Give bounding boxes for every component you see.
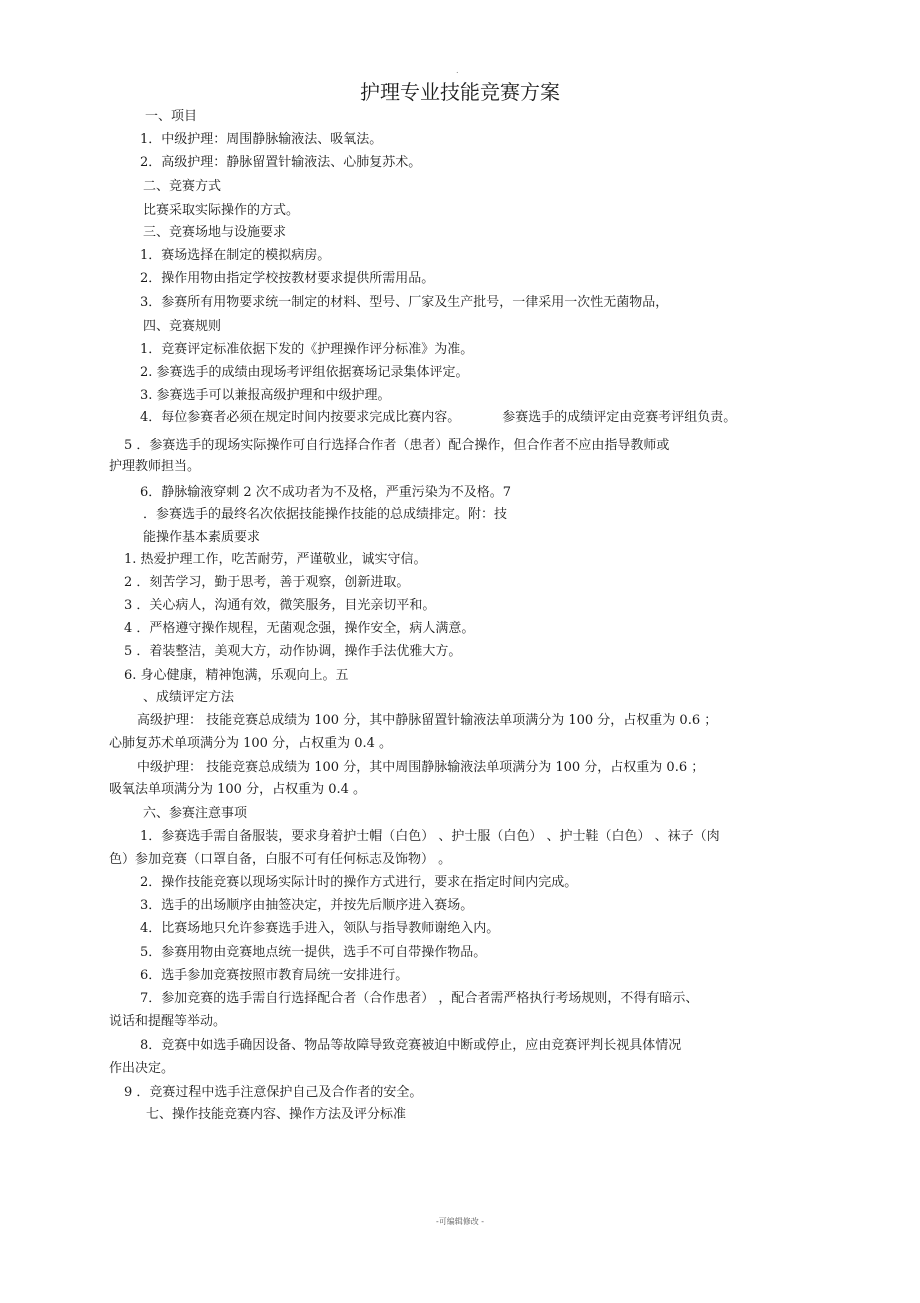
- list-item: 6．静脉输液穿刺 2 次不成功者为不及格，严重污染为不及格。7: [140, 485, 512, 500]
- list-item: 1．赛场选择在制定的模拟病房。: [140, 248, 331, 263]
- list-item: 2．高级护理：静脉留置针输液法、心肺复苏术。: [140, 155, 422, 170]
- list-item: [140, 409, 736, 427]
- paragraph: 高级护理： 技能竞赛总成绩为 100 分，其中静脉留置针输液法单项满分为 100 分，占权重为 0.6 ；: [137, 713, 718, 728]
- list-item: 8．竞赛中如选手确因设备、物品等故障导致竞赛被迫中断或停止，应由竞赛评判长视具体情况: [140, 1038, 682, 1053]
- paragraph: 比赛采取实际操作的方式。: [143, 203, 300, 218]
- list-item: 3 ．关心病人，沟通有效，微笑服务，目光亲切平和。: [124, 598, 436, 613]
- list-item-continuation: 说话和提醒等举动。: [109, 1014, 227, 1029]
- list-item: ．参赛选手的最终名次依据技能操作技能的总成绩排定。附：技: [143, 507, 508, 522]
- list-item: 5 ．参赛选手的现场实际操作可自行选择合作者（患者）配合操作，但合作者不应由指导教师或: [124, 438, 670, 453]
- list-item: 3．参赛所有用物要求统一制定的材料、型号、厂家及生产批号，一律采用一次性无菌物品，: [140, 295, 669, 310]
- list-item: 6. 身心健康，精神饱满，乐观向上。五: [124, 668, 349, 683]
- list-item: 7．参加竞赛的选手需自行选择配合者（合作患者） ，配合者需严格执行考场规则，不得有暗示、: [140, 991, 699, 1006]
- list-item: 2. 参赛选手的成绩由现场考评组依据赛场记录集体评定。: [140, 365, 469, 380]
- section-heading-venue: 三、竞赛场地与设施要求: [143, 225, 287, 240]
- section-heading-items: 一、项目: [145, 109, 198, 124]
- list-item-continuation: 作出决定。: [109, 1061, 175, 1076]
- list-item: 5 ．着装整洁，美观大方，动作协调，操作手法优雅大方。: [124, 644, 462, 659]
- top-mark: .: [456, 66, 459, 75]
- list-item: 1. 热爱护理工作，吃苦耐劳，严谨敬业，诚实守信。: [124, 552, 427, 567]
- list-item: 4．比赛场地只允许参赛选手进入，领队与指导教师谢绝入内。: [140, 921, 500, 936]
- appendix-heading: 能操作基本素质要求: [143, 530, 261, 545]
- list-item: 2 ．刻苦学习，勤于思考，善于观察，创新进取。: [124, 575, 410, 590]
- list-item: 5．参赛用物由竞赛地点统一提供，选手不可自带操作物品。: [140, 945, 487, 960]
- list-item: 6．选手参加竞赛按照市教育局统一安排进行。: [140, 968, 409, 983]
- paragraph-continuation: 心肺复苏术单项满分为 100 分，占权重为 0.4 。: [109, 736, 393, 751]
- list-item: 2．操作技能竞赛以现场实际计时的操作方式进行，要求在指定时间内完成。: [140, 875, 578, 890]
- list-item: 4 ．严格遵守操作规程，无菌观念强，操作安全，病人满意。: [124, 621, 475, 636]
- section-heading-rules: 四、竞赛规则: [143, 319, 222, 334]
- list-item: 1．竞赛评定标准依据下发的《护理操作评分标准》为准。: [140, 342, 474, 357]
- section-heading-method: 二、竞赛方式: [143, 179, 222, 194]
- list-item: 3．选手的出场顺序由抽签决定，并按先后顺序进入赛场。: [140, 898, 474, 913]
- section-heading-notes: 六、参赛注意事项: [143, 806, 248, 821]
- paragraph: 中级护理： 技能竞赛总成绩为 100 分，其中周围静脉输液法单项满分为 100 分，占权重为 0.6 ；: [137, 760, 705, 775]
- list-item: 9 ．竞赛过程中选手注意保护自己及合作者的安全。: [124, 1085, 423, 1100]
- list-item-part: 4．每位参赛者必须在规定时间内按要求完成比赛内容。: [140, 410, 461, 425]
- paragraph-continuation: 吸氧法单项满分为 100 分，占权重为 0.4 。: [109, 782, 367, 797]
- list-item-part: 参赛选手的成绩评定由竞赛考评组负责。: [502, 410, 737, 425]
- list-item: 1．参赛选手需自备服装，要求身着护士帽（白色） 、护士服（白色） 、护士鞋（白色） 、袜子（肉: [140, 829, 720, 844]
- list-item: 2．操作用物由指定学校按教材要求提供所需用品。: [140, 271, 435, 286]
- document-title: 护理专业技能竞赛方案: [360, 80, 560, 104]
- page-footer: -可编辑修改 -: [436, 1217, 484, 1226]
- list-item-continuation: 色）参加竞赛（口罩自备，白服不可有任何标志及饰物） 。: [109, 852, 452, 867]
- list-item: 1．中级护理：周围静脉输液法、吸氧法。: [140, 132, 383, 147]
- section-heading-content: 七、操作技能竞赛内容、操作方法及评分标准: [146, 1107, 407, 1122]
- section-heading-scoring: 、成绩评定方法: [143, 690, 235, 705]
- list-item: 3. 参赛选手可以兼报高级护理和中级护理。: [140, 388, 391, 403]
- list-item-continuation: 护理教师担当。: [109, 459, 201, 474]
